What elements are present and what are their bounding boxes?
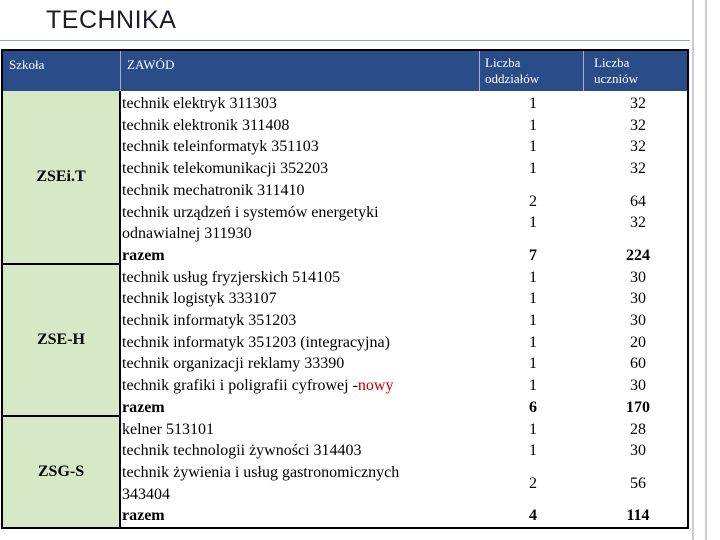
column-separator xyxy=(119,91,121,527)
zawod-row: technik informatyk 351203 xyxy=(122,312,297,329)
oddzialy-value: 1 xyxy=(529,312,537,329)
uczniowie-value: 60 xyxy=(630,355,646,373)
oddzialy-value: 1 xyxy=(529,442,537,460)
header-uczniowie-line1: Liczba xyxy=(594,55,630,70)
zawod-row: technik usług fryzjerskich 514105 xyxy=(122,268,341,286)
school-cell xyxy=(3,265,119,417)
header-oddzialy-line2: oddziałów xyxy=(485,71,540,86)
header-separator xyxy=(120,51,121,91)
nowy-tag: nowy xyxy=(357,377,394,395)
zawod-row: odnawialnej 311930 xyxy=(122,225,252,243)
uczniowie-value: 170 xyxy=(626,398,650,416)
table-header xyxy=(3,51,687,91)
technika-table xyxy=(1,49,689,529)
zawod-row: technik telekomunikacji 352203 xyxy=(122,160,329,178)
oddzialy-value: 1 xyxy=(529,377,537,395)
school-cell xyxy=(3,417,119,527)
zawod-row: technik urządzeń i systemów energetyki xyxy=(122,203,379,221)
uczniowie-value: 30 xyxy=(630,377,646,395)
school-name: ZSE-H xyxy=(36,331,85,348)
header-oddzialy xyxy=(485,55,539,95)
uczniowie-value: 28 xyxy=(630,420,646,438)
uczniowie-value: 32 xyxy=(630,95,646,112)
header-separator xyxy=(583,51,584,91)
razem-label: razem xyxy=(122,398,165,416)
zawod-row: technik mechatronik 311410 xyxy=(122,181,305,199)
uczniowie-value: 30 xyxy=(630,268,646,286)
oddzialy-value: 1 xyxy=(529,214,537,232)
header-oddzialy-line1: Liczba xyxy=(485,55,521,70)
page-title: TECHNIKA xyxy=(46,6,177,34)
zawod-row: technik technologii żywności 314403 xyxy=(122,442,362,460)
zawod-row: kelner 513101 xyxy=(122,420,214,438)
oddzialy-value: 4 xyxy=(529,507,537,525)
school-cell xyxy=(3,91,119,265)
oddzialy-value: 1 xyxy=(529,138,537,156)
uczniowie-value: 20 xyxy=(630,333,646,351)
zawod-row: technik logistyk 333107 xyxy=(122,290,277,308)
oddzialy-value: 7 xyxy=(529,246,537,264)
school-name: ZSEi.T xyxy=(36,168,86,185)
header-szkola: Szkoła xyxy=(9,57,45,72)
oddzialy-value: 1 xyxy=(529,268,537,286)
uczniowie-value: 32 xyxy=(630,160,646,178)
oddzialy-value: 1 xyxy=(529,420,537,438)
oddzialy-value: 1 xyxy=(529,290,537,308)
header-uczniowie-line2: uczniów xyxy=(594,71,639,86)
zawod-row: technik informatyk 351203 (integracyjna) xyxy=(122,333,390,351)
header-zawod: ZAWÓD xyxy=(127,57,175,72)
uczniowie-value: 224 xyxy=(626,246,650,264)
header-uczniowie xyxy=(594,55,638,95)
slide-border-line xyxy=(705,0,707,540)
oddzialy-value: 1 xyxy=(529,333,537,351)
oddzialy-value: 1 xyxy=(529,355,537,373)
header-separator xyxy=(479,51,480,91)
uczniowie-value: 64 xyxy=(630,192,646,210)
zawod-row: technik elektryk 311303 xyxy=(122,95,277,112)
uczniowie-value: 30 xyxy=(630,442,646,460)
zawod-row: technik żywienia i usług gastronomicznych xyxy=(122,463,400,481)
uczniowie-value: 30 xyxy=(630,312,646,329)
oddzialy-value: 6 xyxy=(529,398,537,416)
uczniowie-value: 114 xyxy=(626,507,650,525)
oddzialy-value: 1 xyxy=(529,95,537,112)
razem-label: razem xyxy=(122,507,165,525)
school-name: ZSG-S xyxy=(37,463,85,480)
oddzialy-value: 2 xyxy=(529,192,537,210)
zawod-row: 343404 xyxy=(122,485,170,503)
uczniowie-value: 32 xyxy=(630,214,646,232)
slide-border-line xyxy=(692,0,694,540)
uczniowie-value: 32 xyxy=(630,138,646,156)
oddzialy-value: 2 xyxy=(529,474,537,492)
razem-label: razem xyxy=(122,246,165,264)
uczniowie-value: 56 xyxy=(630,474,646,492)
oddzialy-value: 1 xyxy=(529,116,537,134)
uczniowie-value: 32 xyxy=(630,116,646,134)
zawod-row: technik grafiki i poligrafii cyfrowej -nowy xyxy=(122,377,394,395)
zawod-row: technik elektronik 311408 xyxy=(122,116,290,134)
zawod-row: technik teleinformatyk 351103 xyxy=(122,138,319,156)
zawod-row: technik organizacji reklamy 33390 xyxy=(122,355,345,373)
title-rule xyxy=(0,40,690,41)
uczniowie-value: 30 xyxy=(630,290,646,308)
oddzialy-value: 1 xyxy=(529,160,537,178)
